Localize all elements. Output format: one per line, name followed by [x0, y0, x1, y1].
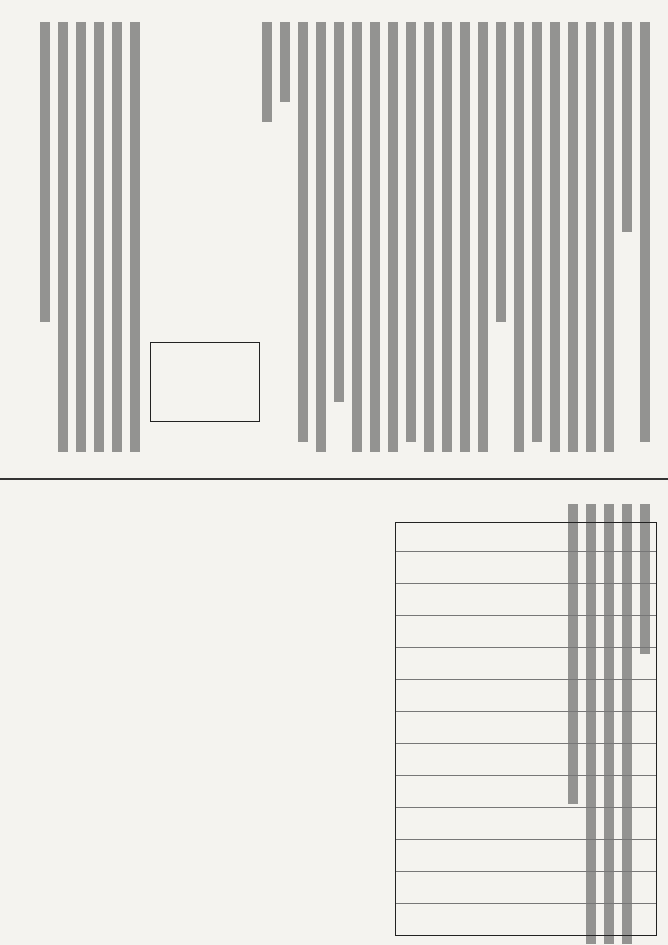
text-line	[406, 22, 416, 442]
text-line	[76, 22, 86, 452]
text-line	[496, 22, 506, 322]
table-row	[396, 647, 656, 648]
text-line	[604, 22, 614, 452]
inline-table	[150, 342, 260, 422]
text-line	[586, 22, 596, 452]
text-line	[316, 22, 326, 452]
table-row	[396, 583, 656, 584]
text-line	[40, 22, 50, 322]
text-line	[334, 22, 344, 402]
text-line	[640, 22, 650, 442]
text-line	[478, 22, 488, 452]
table-row	[396, 903, 656, 904]
text-line	[568, 22, 578, 452]
table-row	[396, 839, 656, 840]
table-row	[396, 775, 656, 776]
text-line	[94, 22, 104, 452]
text-line	[514, 22, 524, 452]
text-line	[130, 22, 140, 452]
text-line	[370, 22, 380, 452]
text-line	[442, 22, 452, 452]
text-line	[352, 22, 362, 452]
text-line	[112, 22, 122, 452]
text-line	[58, 22, 68, 452]
table-row	[396, 551, 656, 552]
text-line	[622, 22, 632, 232]
text-line	[298, 22, 308, 442]
text-line	[280, 22, 290, 102]
equipment-table	[395, 522, 657, 936]
table-row	[396, 807, 656, 808]
text-line	[460, 22, 470, 452]
page-divider	[0, 478, 668, 480]
text-line	[550, 22, 560, 452]
table-row	[396, 679, 656, 680]
text-line	[262, 22, 272, 122]
table-row	[396, 615, 656, 616]
table-row	[396, 743, 656, 744]
table-row	[396, 711, 656, 712]
text-line	[388, 22, 398, 452]
table-row	[396, 871, 656, 872]
text-line	[532, 22, 542, 442]
text-line	[424, 22, 434, 452]
